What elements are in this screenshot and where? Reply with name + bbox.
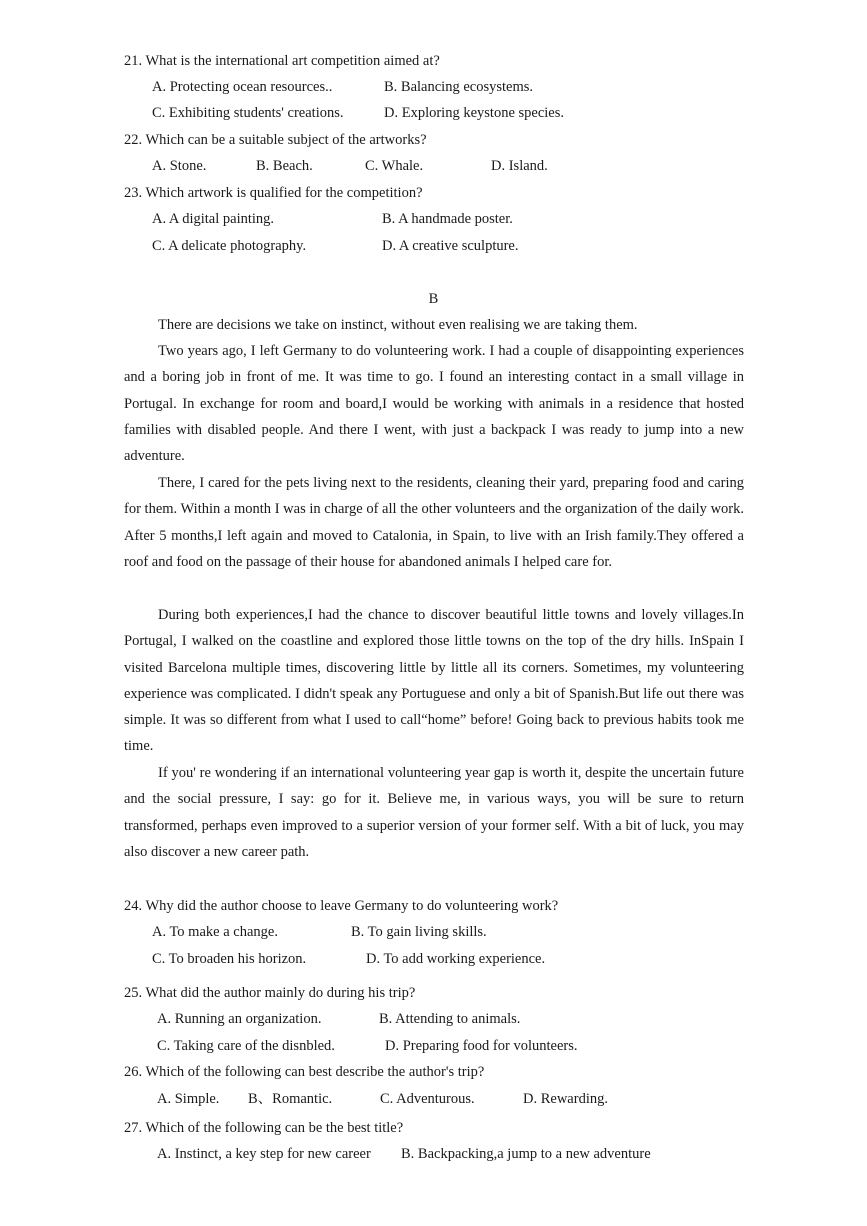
passage-paragraph-2-text: Two years ago, I left Germany to do volunteering work. I had a couple of disappointing experiences and a boring job in front of me. It was time to go. I found an interesting contact in a small village in Portugal. In exchange for room and board,I would be working with animals in a residence that hosted families with disabled people. And there I went, with just a backpack I was ready to jump into a new adventure. <box>124 343 744 465</box>
question-22-option-c: C. Whale. <box>365 158 424 174</box>
question-27-option-a: A. Instinct, a key step for new career <box>157 1146 371 1162</box>
question-23-option-c: C. A delicate photography. <box>152 238 307 254</box>
question-26-option-c: C. Adventurous. <box>380 1091 475 1107</box>
question-26-option-d: D. Rewarding. <box>523 1091 608 1107</box>
question-25-option-d: D. Preparing food for volunteers. <box>385 1038 578 1054</box>
passage-paragraph-1-text: There are decisions we take on instinct, without even realising we are taking them. <box>158 317 638 333</box>
passage-paragraph-3-text: There, I cared for the pets living next to the residents, cleaning their yard, preparing food and caring for them. Within a month I was in charge of all the other volunteers and the organization of the daily work. After 5 months,I left again and moved to Catalonia, in Spain, to live with an Irish family.They offered a roof and food on the passage of their house for abandoned animals I helped care for. <box>124 475 744 570</box>
question-26-stem: 26. Which of the following can best describe the author's trip? <box>124 1064 485 1080</box>
question-25-option-a: A. Running an organization. <box>157 1011 322 1027</box>
question-22-option-b: B. Beach. <box>256 158 313 174</box>
question-25-stem: 25. What did the author mainly do during his trip? <box>124 985 416 1001</box>
question-22-stem: 22. Which can be a suitable subject of the artworks? <box>124 132 427 148</box>
passage-paragraph-4 <box>124 602 744 760</box>
question-27-stem: 27. Which of the following can be the best title? <box>124 1120 404 1136</box>
question-21-option-b: B. Balancing ecosystems. <box>384 79 534 95</box>
question-24-stem: 24. Why did the author choose to leave Germany to do volunteering work? <box>124 898 559 914</box>
question-23-option-b: B. A handmade poster. <box>382 211 513 227</box>
passage-paragraph-3 <box>124 470 744 575</box>
passage-paragraph-4-text: During both experiences,I had the chance to discover beautiful little towns and lovely villages.In Portugal, I walked on the coastline and explored those little towns on the top of the dry hills. InSpain I visited Barcelona multiple times, discovering little by little all its corners. Sometimes, my volunteering experience was complicated. I didn't speak any Portuguese and only a bit of Spanish.But life out there was simple. It was so different from what I used to call“home” before! Going back to previous habits took me time. <box>124 607 744 755</box>
question-25-option-b: B. Attending to animals. <box>379 1011 521 1027</box>
question-21-option-c: C. Exhibiting students' creations. <box>152 105 344 121</box>
passage-paragraph-5 <box>124 760 744 865</box>
question-27-option-b: B. Backpacking,a jump to a new adventure <box>401 1146 651 1162</box>
question-24-option-d: D. To add working experience. <box>366 951 546 967</box>
question-21-stem: 21. What is the international art competition aimed at? <box>124 53 440 69</box>
question-26-option-a: A. Simple. <box>157 1091 220 1107</box>
question-23-option-a: A. A digital painting. <box>152 211 275 227</box>
question-21-option-d: D. Exploring keystone species. <box>384 105 565 121</box>
passage-paragraph-5-text: If you' re wondering if an international volunteering year gap is worth it, despite the uncertain future and the social pressure, I say: go for it. Believe me, in various ways, you will be sure to return transformed, perhaps even improved to a superior version of your former self. With a bit of luck, you may also discover a new career path. <box>124 765 744 860</box>
question-23-option-d: D. A creative sculpture. <box>382 238 519 254</box>
question-21-option-a: A. Protecting ocean resources.. <box>152 79 333 95</box>
question-24-option-c: C. To broaden his horizon. <box>152 951 307 967</box>
passage-paragraph-1 <box>124 312 744 338</box>
question-24-option-a: A. To make a change. <box>152 924 278 940</box>
question-22-option-a: A. Stone. <box>152 158 207 174</box>
question-25-option-c: C. Taking care of the disnbled. <box>157 1038 335 1054</box>
section-b-heading: B <box>428 291 439 307</box>
question-24-option-b: B. To gain living skills. <box>351 924 487 940</box>
question-22-option-d: D. Island. <box>491 158 548 174</box>
question-23-stem: 23. Which artwork is qualified for the competition? <box>124 185 423 201</box>
question-26-option-b: B、Romantic. <box>248 1091 333 1107</box>
passage-paragraph-2 <box>124 338 744 469</box>
